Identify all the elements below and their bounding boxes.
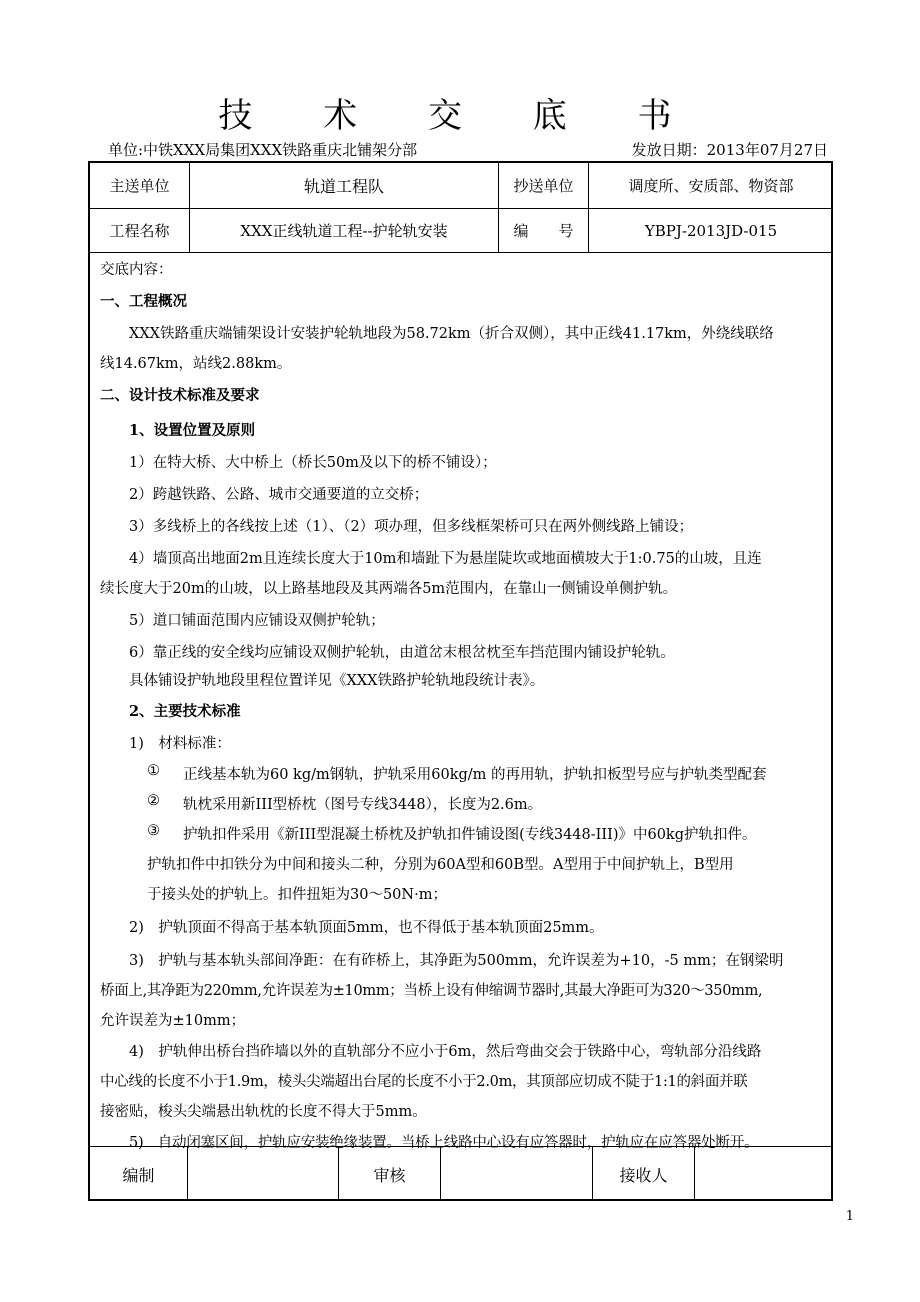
paragraph-line: 正线基本轨为60 kg/m钢轨，护轨采用60kg/m 的再用轨，护轨扣板型号应与护轨类型配套 bbox=[183, 767, 767, 783]
paragraph-line: 4) 护轨伸出桥台挡砟墙以外的直轨部分不应小于6m，然后弯曲交会于铁路中心，弯轨部分沿线路 bbox=[129, 1044, 762, 1060]
paragraph-line: 3) 护轨与基本轨头部间净距：在有砟桥上，其净距为500mm，允许误差为+10，-5 mm；在钢梁明 bbox=[129, 953, 784, 969]
issue-date: 发放日期：2013年07月27日 bbox=[631, 141, 828, 159]
paragraph-line: 1）在特大桥、大中桥上（桥长50m及以下的桥不铺设）； bbox=[129, 455, 497, 471]
paragraph-line: 5) 自动闭塞区间，护轨应安装绝缘装置。当桥上线路中心设有应答器时，护轨应在应答器处断开。 bbox=[129, 1135, 759, 1151]
paragraph-line: 中心线的长度不小于1.9m，棱头尖端超出台尾的长度不小于2.0m，其顶部应切成不陡于1:1的斜面并联 bbox=[100, 1074, 748, 1090]
compile-signature-field[interactable] bbox=[188, 1147, 338, 1201]
paragraph-line: 5）道口铺面范围内应铺设双侧护轮轨； bbox=[129, 613, 385, 629]
receiver-signature-field[interactable] bbox=[695, 1147, 833, 1201]
doc-number-label: 编 号 bbox=[513, 222, 574, 240]
doc-number-value: YBPJ-2013JD-015 bbox=[644, 221, 778, 240]
paragraph-line: 轨枕采用新III型桥枕（图号专线3448），长度为2.6m。 bbox=[183, 797, 543, 813]
paragraph-line: 3）多线桥上的各线按上述（1）、（2）项办理，但多线框架桥可只在两外侧线路上铺设； bbox=[129, 519, 694, 535]
paragraph-line: 于接头处的护轨上。扣件扭矩为30～50N·m； bbox=[147, 887, 447, 903]
item-marker: ③ bbox=[147, 823, 160, 839]
document-title: 技 术 交 底 书 bbox=[218, 96, 702, 136]
paragraph-line: 4）墙顶高出地面2m且连续长度大于10m和墙趾下为悬崖陡坎或地面横坡大于1:0.75的山坡，且连 bbox=[129, 551, 762, 567]
paragraph-line: 允许误差为±10mm； bbox=[100, 1013, 246, 1029]
cc-unit-label: 抄送单位 bbox=[513, 177, 574, 195]
paragraph-line: XXX铁路重庆端铺架设计安装护轮轨地段为58.72km（折合双侧），其中正线41.17km，外绕线联络 bbox=[129, 326, 774, 342]
main-unit-label: 主送单位 bbox=[109, 177, 170, 195]
paragraph-line: 线14.67km，站线2.88km。 bbox=[100, 356, 292, 372]
paragraph-line: 续长度大于20m的山坡，以上路基地段及其两端各5m范围内，在靠山一侧铺设单侧护轨。 bbox=[100, 581, 678, 597]
briefing-form bbox=[88, 161, 833, 1201]
item-marker: ② bbox=[147, 793, 160, 809]
paragraph-line: 2）跨越铁路、公路、城市交通要道的立交桥； bbox=[129, 487, 429, 503]
paragraph-line: 具体铺设护轨地段里程位置详见《XXX铁路护轮轨地段统计表》。 bbox=[129, 673, 545, 689]
paragraph-line: 接密贴，梭头尖端悬出轨枕的长度不得大于5mm。 bbox=[100, 1104, 427, 1120]
paragraph-line: 护轨扣件采用《新III型混凝土桥枕及护轨扣件铺设图(专线3448-III)》中60kg护轨扣件。 bbox=[183, 827, 757, 843]
paragraph-line: 1) 材料标准： bbox=[129, 736, 231, 752]
paragraph-line: 护轨扣件中扣铁分为中间和接头二种，分别为60A型和60B型。A型用于中间护轨上，B型用 bbox=[147, 857, 734, 873]
review-signature-field[interactable] bbox=[441, 1147, 592, 1201]
content-intro: 交底内容： bbox=[100, 262, 173, 278]
paragraph-line: 2) 护轨顶面不得高于基本轨顶面5mm，也不得低于基本轨顶面25mm。 bbox=[129, 920, 604, 936]
page-number: 1 bbox=[845, 1209, 854, 1224]
project-name-label: 工程名称 bbox=[109, 222, 170, 240]
section-heading: 一、工程概况 bbox=[100, 293, 187, 310]
issuer-unit: 单位:中铁XXX局集团XXX铁路重庆北铺架分部 bbox=[108, 141, 418, 159]
subsection-heading: 1、设置位置及原则 bbox=[129, 422, 256, 439]
cc-unit-value: 调度所、安质部、物资部 bbox=[628, 177, 794, 195]
section-heading: 二、设计技术标准及要求 bbox=[100, 387, 260, 404]
row-divider bbox=[90, 252, 831, 253]
project-name-value: XXX正线轨道工程--护轮轨安装 bbox=[240, 222, 448, 240]
receiver-label: 接收人 bbox=[619, 1165, 668, 1185]
compile-label: 编制 bbox=[122, 1165, 155, 1185]
paragraph-line: 6）靠正线的安全线均应铺设双侧护轮轨，由道岔末根岔枕至车挡范围内铺设护轮轨。 bbox=[129, 645, 675, 661]
item-marker: ① bbox=[147, 763, 160, 779]
review-label: 审核 bbox=[373, 1165, 406, 1185]
subsection-heading: 2、主要技术标准 bbox=[129, 703, 241, 720]
main-unit-value: 轨道工程队 bbox=[303, 177, 384, 196]
paragraph-line: 桥面上,其净距为220mm,允许误差为±10mm；当桥上设有伸缩调节器时,其最大净距可为320～350mm, bbox=[100, 983, 763, 999]
